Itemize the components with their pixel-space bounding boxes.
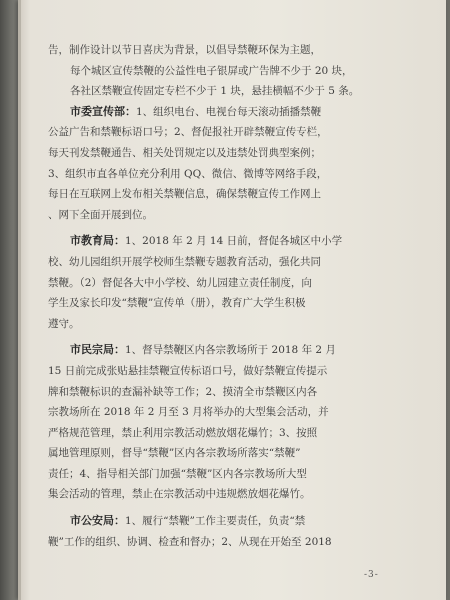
- section-text: 1、组织电台、电视台每天滚动插播禁鞭: [136, 105, 322, 118]
- text-line: 告，制作设计以节日喜庆为背景，以倡导禁鞭环保为主题，: [48, 44, 321, 56]
- document-body: [48, 40, 428, 552]
- text-line: 各社区禁鞭宣传固定专栏不少于 1 块，悬挂横幅不少于 5 条。: [70, 85, 360, 98]
- section-heading: 市公安局：: [70, 514, 125, 528]
- section-first-line: [48, 340, 428, 361]
- page-edge: [18, 0, 21, 600]
- text-line: 、网下全面开展到位。: [48, 208, 153, 221]
- section-first-line: [48, 102, 428, 123]
- text-line: 牌和禁鞭标识的查漏补缺等工作；2、摸清全市禁鞭区内各: [48, 385, 318, 398]
- text-line: 属地管理原则，督导“禁鞭”区内各宗教场所落实“禁鞭”: [48, 447, 301, 460]
- text-line: 责任；4、指导相关部门加强“禁鞭”区内各宗教场所大型: [48, 467, 307, 480]
- section-first-line: [48, 231, 428, 252]
- text-line: 遵守。: [48, 317, 80, 330]
- text-line: 每个城区宣传禁鞭的公益性电子银屏或广告牌不少于 20 块，: [70, 64, 353, 77]
- section-heading: 市民宗局：: [70, 343, 125, 357]
- text-line: 每日在互联网上发布相关禁鞭信息，确保禁鞭宣传工作网上: [48, 188, 321, 201]
- text-line: 每天刊发禁鞭通告、相关处罚规定以及违禁处罚典型案例；: [48, 146, 321, 159]
- text-line: 禁鞭。（2）督促各大中小学校、幼儿园建立责任制度，向: [48, 276, 312, 289]
- section-first-line: [48, 511, 428, 532]
- section-education: [48, 231, 428, 334]
- section-text: 1、督导禁鞭区内各宗教场所于 2018 年 2 月: [125, 344, 336, 357]
- section-publicity: [48, 102, 428, 226]
- section-text: 1、履行“禁鞭”工作主要责任，负责“禁: [125, 515, 306, 528]
- text-line: 严格规范管理，禁止利用宗教活动燃放烟花爆竹；3、按照: [48, 426, 318, 439]
- text-line: 学生及家长印发“禁鞭”宣传单（册），教育广大学生积极: [48, 297, 306, 310]
- section-heading: 市委宣传部：: [70, 104, 136, 118]
- document-page: [18, 0, 446, 600]
- text-line: 15 日前完成张贴悬挂禁鞭宣传标语口号，做好禁鞭宣传提示: [48, 364, 328, 377]
- page-number: -3-: [364, 570, 379, 580]
- section-public-security: [48, 511, 428, 552]
- text-line: 宗教场所在 2018 年 2 月至 3 月将举办的大型集会活动，并: [48, 406, 329, 419]
- text-line: 集会活动的管理，禁止在宗教活动中违规燃放烟花爆竹。: [48, 488, 311, 501]
- text-line: 校、幼儿园组织开展学校师生禁鞭专题教育活动，强化共同: [48, 255, 321, 268]
- text-line: 公益广告和禁鞭标语口号；2、督促报社开辟禁鞭宣传专栏，: [48, 126, 328, 139]
- intro-paragraph: [48, 40, 428, 102]
- section-heading: 市教育局：: [70, 234, 125, 248]
- text-line: 3、组织市直各单位充分利用 QQ、微信、微博等网络手段，: [48, 167, 328, 180]
- section-religious-affairs: [48, 340, 428, 505]
- section-text: 1、2018 年 2 月 14 日前，督促各城区中小学: [125, 235, 343, 248]
- text-line: 鞭”工作的组织、协调、检查和督办；2、从现在开始至 2018: [48, 535, 332, 548]
